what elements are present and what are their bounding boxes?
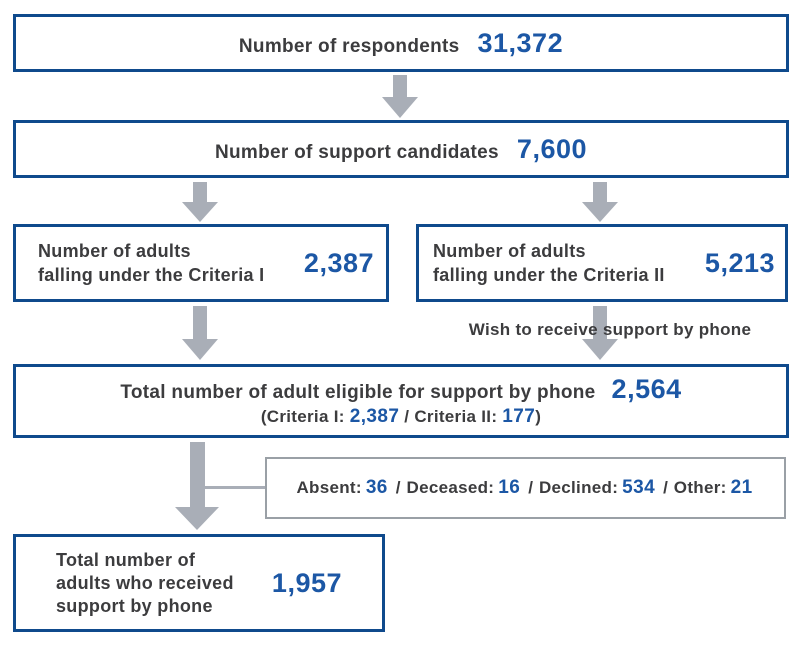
exclusion-value: 534 — [622, 477, 656, 498]
criteria1-label-line1: Number of adults — [38, 241, 191, 261]
respondents-label: Number of respondents — [238, 35, 460, 57]
wish-note: Wish to receive support by phone — [468, 320, 752, 339]
criteria2-value: 5,213 — [704, 247, 775, 278]
exclusion-value: 16 — [498, 477, 521, 498]
arrow-head — [182, 202, 218, 222]
arrow-head — [582, 202, 618, 222]
arrow-shaft — [393, 75, 407, 97]
candidates-label: Number of support candidates — [214, 141, 499, 163]
exclusion-value: 36 — [365, 477, 388, 498]
eligible-label: Total number of adult eligible for support by phone — [120, 382, 596, 403]
respondents-value: 31,372 — [477, 27, 564, 58]
breakdown-separator: / Criteria II: — [404, 407, 498, 426]
criteria1-label-line2: falling under the Criteria I — [38, 265, 265, 285]
exclusion-label: Absent: — [296, 478, 362, 497]
exclusion-separator: / — [663, 478, 668, 497]
received-label-line2: adults who received — [56, 572, 234, 593]
exclusion-label: Deceased: — [406, 478, 495, 497]
criteria1-value: 2,387 — [303, 247, 374, 278]
breakdown-value2: 177 — [502, 406, 536, 427]
arrow-head — [182, 339, 218, 360]
breakdown-open: (Criteria I: — [260, 407, 345, 426]
arrow-down-icon — [382, 75, 418, 118]
breakdown-close: ) — [535, 407, 542, 426]
arrow-down-icon — [582, 182, 618, 222]
criteria1-box — [13, 224, 389, 302]
respondents-box — [13, 14, 789, 72]
candidates-value: 7,600 — [516, 133, 587, 164]
arrow-head — [582, 339, 618, 360]
received-value: 1,957 — [271, 567, 342, 598]
exclusion-label: Declined: — [538, 478, 619, 497]
received-label-line1: Total number of — [56, 549, 196, 570]
arrow-head — [382, 97, 418, 118]
received-box — [13, 534, 385, 632]
exclusion-separator: / — [528, 478, 533, 497]
arrow-shaft — [193, 306, 207, 339]
arrow-shaft — [593, 182, 607, 202]
arrow-down-icon — [182, 182, 218, 222]
criteria2-label-line1: Number of adults — [433, 241, 586, 261]
eligible-breakdown — [261, 406, 541, 428]
eligible-value: 2,564 — [611, 374, 682, 404]
criteria2-box — [416, 224, 788, 302]
exclusion-value: 21 — [730, 477, 753, 498]
exclusion-label: Other: — [673, 478, 727, 497]
arrow-shaft — [190, 442, 205, 507]
exclusions-box — [265, 457, 786, 519]
arrow-shaft — [193, 182, 207, 202]
candidates-box — [13, 120, 789, 178]
eligible-box — [13, 364, 789, 438]
received-label-line3: support by phone — [56, 595, 213, 616]
criteria2-label-line2: falling under the Criteria II — [433, 265, 665, 285]
branch-connector-line — [204, 486, 266, 489]
exclusion-separator: / — [395, 478, 401, 497]
arrow-head — [175, 507, 219, 530]
arrow-down-icon — [182, 306, 218, 360]
breakdown-value1: 2,387 — [349, 406, 400, 427]
